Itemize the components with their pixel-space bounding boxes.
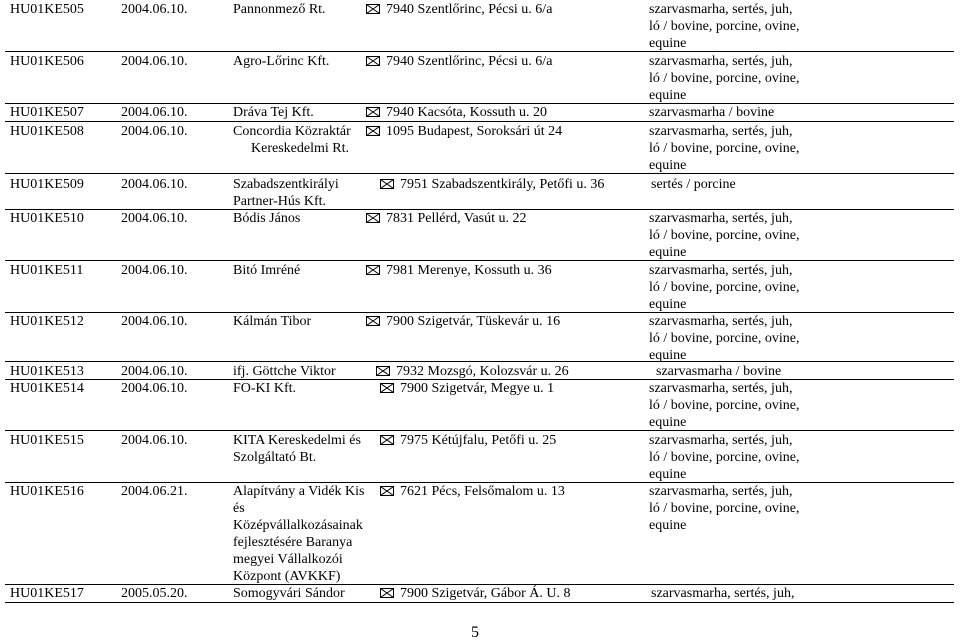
row-name: Pannonmező Rt. <box>233 2 326 17</box>
table-row <box>0 363 960 379</box>
row-name: Bitó Imréné <box>233 263 301 278</box>
row-address: 7975 Kétújfalu, Petőfi u. 25 <box>380 432 556 449</box>
row-category: szarvasmarha, sertés, juh, ló / bovine, porcine, ovine, equine <box>649 314 800 363</box>
envelope-icon <box>366 56 380 66</box>
row-name: Kálmán Tibor <box>233 314 312 329</box>
row-name: ifj. Göttche Viktor <box>233 364 336 379</box>
row-id: HU01KE508 <box>10 124 84 139</box>
envelope-icon <box>366 4 380 14</box>
row-date: 2004.06.10. <box>121 381 188 396</box>
row-category: szarvasmarha / bovine <box>656 364 782 379</box>
row-date: 2004.06.10. <box>121 433 188 448</box>
row-id: HU01KE517 <box>10 586 84 601</box>
row-id: HU01KE516 <box>10 484 84 499</box>
row-address: 7981 Merenye, Kossuth u. 36 <box>366 262 552 279</box>
envelope-icon <box>380 383 394 393</box>
row-date: 2004.06.10. <box>121 364 188 379</box>
row-name: Bódis János <box>233 211 301 226</box>
table-row <box>0 210 960 260</box>
page-number: 5 <box>471 624 479 641</box>
table-row <box>0 176 960 209</box>
envelope-icon <box>366 265 380 275</box>
row-category: szarvasmarha, sertés, juh, ló / bovine, porcine, ovine, equine <box>649 263 800 312</box>
envelope-icon <box>376 366 390 376</box>
table-row <box>0 380 960 430</box>
row-category: szarvasmarha / bovine <box>649 105 775 120</box>
row-address: 7900 Szigetvár, Tüskevár u. 16 <box>366 313 560 330</box>
row-id: HU01KE512 <box>10 314 84 329</box>
table-row <box>0 1 960 51</box>
envelope-icon <box>380 435 394 445</box>
row-address: 7621 Pécs, Felsőmalom u. 13 <box>380 483 565 500</box>
row-category: szarvasmarha, sertés, juh, ló / bovine, porcine, ovine, equine <box>649 211 800 260</box>
row-id: HU01KE515 <box>10 433 84 448</box>
row-address: 1095 Budapest, Soroksári út 24 <box>366 123 562 140</box>
row-date: 2004.06.10. <box>121 54 188 69</box>
envelope-icon <box>380 486 394 496</box>
table-row <box>0 432 960 482</box>
row-id: HU01KE511 <box>10 263 84 278</box>
row-category: szarvasmarha, sertés, juh, ló / bovine, porcine, ovine, equine <box>649 2 800 51</box>
envelope-icon <box>366 213 380 223</box>
row-date: 2004.06.10. <box>121 211 188 226</box>
envelope-icon <box>380 588 394 598</box>
row-address: 7940 Szentlőrinc, Pécsi u. 6/a <box>366 1 552 18</box>
row-date: 2004.06.10. <box>121 2 188 17</box>
row-id: HU01KE506 <box>10 54 84 69</box>
row-address: 7831 Pellérd, Vasút u. 22 <box>366 210 527 227</box>
row-name: Dráva Tej Kft. <box>233 105 314 120</box>
row-name: Concordia Közraktár Kereskedelmi Rt. <box>233 124 351 156</box>
row-id: HU01KE513 <box>10 364 84 379</box>
envelope-icon <box>366 107 380 117</box>
row-category: szarvasmarha, sertés, juh, <box>651 586 795 601</box>
table-row <box>0 262 960 312</box>
row-category: szarvasmarha, sertés, juh, ló / bovine, porcine, ovine, equine <box>649 54 800 103</box>
row-date: 2004.06.10. <box>121 263 188 278</box>
row-address: 7900 Szigetvár, Gábor Á. U. 8 <box>380 585 571 602</box>
row-date: 2004.06.21. <box>121 484 188 499</box>
row-category: sertés / porcine <box>651 177 736 192</box>
row-id: HU01KE507 <box>10 105 84 120</box>
row-address: 7940 Szentlőrinc, Pécsi u. 6/a <box>366 53 552 70</box>
row-name: Agro-Lőrinc Kft. <box>233 54 330 69</box>
row-date: 2004.06.10. <box>121 314 188 329</box>
table-row <box>0 585 960 602</box>
row-name: Szabadszentkirályi Partner-Hús Kft. <box>233 177 339 209</box>
row-category: szarvasmarha, sertés, juh, ló / bovine, porcine, ovine, equine <box>649 484 800 533</box>
envelope-icon <box>366 316 380 326</box>
row-name: KITA Kereskedelmi és Szolgáltató Bt. <box>233 433 361 465</box>
envelope-icon <box>380 179 394 189</box>
row-address: 7900 Szigetvár, Megye u. 1 <box>380 380 554 397</box>
row-category: szarvasmarha, sertés, juh, ló / bovine, porcine, ovine, equine <box>649 381 800 430</box>
table-row <box>0 483 960 584</box>
row-id: HU01KE509 <box>10 177 84 192</box>
table-row <box>0 104 960 121</box>
row-address: 7940 Kacsóta, Kossuth u. 20 <box>366 104 547 121</box>
row-address: 7932 Mozsgó, Kolozsvár u. 26 <box>376 363 569 380</box>
row-category: szarvasmarha, sertés, juh, ló / bovine, porcine, ovine, equine <box>649 433 800 482</box>
row-date: 2004.06.10. <box>121 124 188 139</box>
row-category: szarvasmarha, sertés, juh, ló / bovine, porcine, ovine, equine <box>649 124 800 173</box>
envelope-icon <box>366 126 380 136</box>
table-row <box>0 313 960 361</box>
row-name: FO-KI Kft. <box>233 381 296 396</box>
table-row <box>0 123 960 173</box>
row-id: HU01KE505 <box>10 2 84 17</box>
table-row <box>0 53 960 103</box>
row-name: Alapítvány a Vidék Kis és Középvállalkozásainak fejlesztésére Baranya megyei Vállalkozói Központ (AVKKF) <box>233 484 365 584</box>
row-date: 2004.06.10. <box>121 105 188 120</box>
row-address: 7951 Szabadszentkirály, Petőfi u. 36 <box>380 176 604 193</box>
row-name: Somogyvári Sándor <box>233 586 345 601</box>
row-date: 2004.06.10. <box>121 177 188 192</box>
row-id: HU01KE510 <box>10 211 84 226</box>
row-id: HU01KE514 <box>10 381 84 396</box>
row-date: 2005.05.20. <box>121 586 188 601</box>
